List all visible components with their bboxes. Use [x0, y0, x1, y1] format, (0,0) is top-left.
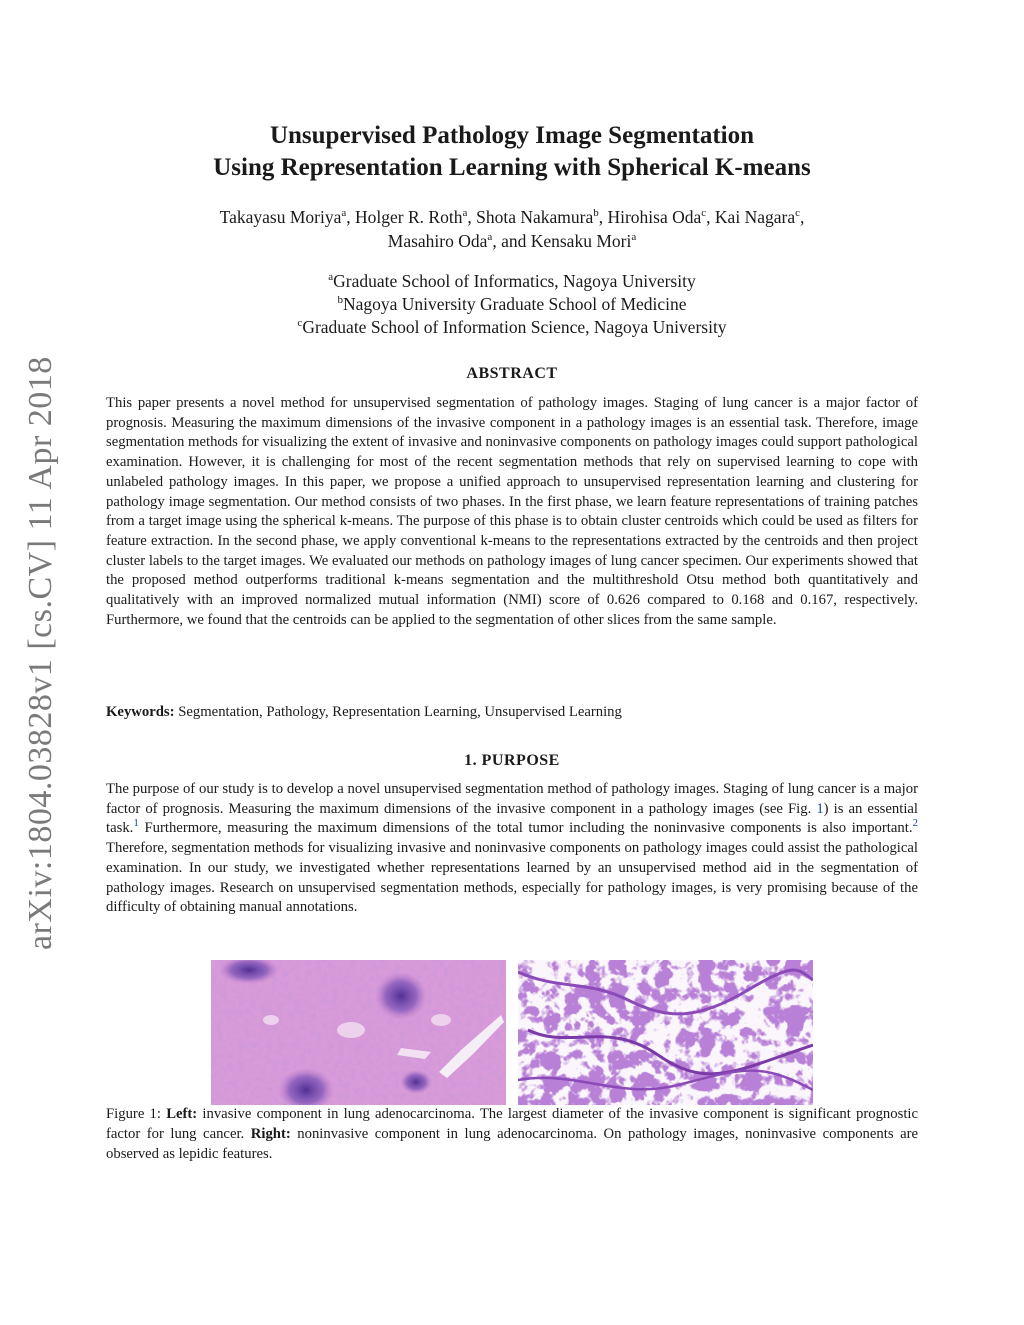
figure1-right-image	[518, 960, 813, 1105]
affiliation: $^b$Nagoya University Graduate School of Medicine	[337, 294, 687, 314]
affiliation: $^a$Graduate School of Informatics, Nagoya University	[328, 271, 696, 291]
author: Kensaku Mori$^a$	[530, 231, 637, 251]
section-heading-purpose: 1. PURPOSE	[464, 752, 560, 769]
figure-link[interactable]: 1	[816, 800, 824, 817]
author: Kai Nagara$^c$	[714, 207, 800, 227]
abstract-heading: ABSTRACT	[466, 365, 558, 382]
keywords-label: Keywords:	[106, 704, 175, 720]
citation-link[interactable]: 1	[133, 817, 139, 830]
author: Hirohisa Oda$^c$	[607, 207, 707, 227]
affiliations	[104, 270, 920, 339]
figure1-caption: Figure 1: Left: invasive component in lung adenocarcinoma. The largest diameter of the invasive component is significant prognostic factor for lung cancer. Right: noninvasive component in lung adenocarcinoma. On pathology images, noninvasive components are observed as lepidic features.	[106, 1106, 919, 1162]
keywords	[106, 704, 918, 721]
author: Holger R. Roth$^a$	[355, 207, 468, 227]
title-line-2: Using Representation Learning with Spherical K-means	[213, 154, 811, 181]
author: Masahiro Oda$^a$	[387, 231, 493, 251]
affiliation: $^c$Graduate School of Information Science, Nagoya University	[297, 317, 727, 337]
abstract-text: This paper presents a novel method for unsupervised segmentation of pathology images. Staging of lung cancer is a major factor of prognosis. Measuring the maximum dimensions of the invasive component in a pathology images is an essential task. Therefore, image segmentation methods for visualizing the extent of invasive and noninvasive components on pathology images could support pathological examination. However, it is challenging for most of the recent segmentation methods that rely on supervised learning to cope with unlabeled pathology images. In this paper, we propose a unified approach to unsupervised representation learning and clustering for pathology image segmentation. Our method consists of two phases. In the first phase, we learn feature representations of training patches from a target image using the spherical k-means. The purpose of this phase is to obtain cluster centroids which could be used as filters for feature extraction. In the second phase, we apply conventional k-means to the representations extracted by the centroids and then project cluster labels to the target images. We evaluated our methods on pathology images of lung cancer specimen. Our experiments showed that the proposed method outperforms traditional k-means segmentation and the multithreshold Otsu method both quantitatively and qualitatively with an improved normalized mutual information (NMI) score of 0.626 compared to 0.168 and 0.167, respectively. Furthermore, we found that the centroids can be applied to the segmentation of other slices from the same sample.	[106, 395, 918, 628]
figure1-left-image	[211, 960, 506, 1105]
author-list: Takayasu Moriya$^a$, Holger R. Roth$^a$, Shota Nakamura$^b$, Hirohisa Oda$^c$, Kai Nagara$^c$, Masahiro Oda$^a$, and Kensaku Mori$^a$	[219, 207, 805, 251]
keywords-text: Segmentation, Pathology, Representation Learning, Unsupervised Learning	[178, 704, 622, 720]
citation-link[interactable]: 2	[912, 817, 918, 830]
author: Takayasu Moriya$^a$	[219, 207, 347, 227]
author: Shota Nakamura$^b$	[476, 207, 599, 227]
purpose-paragraph: The purpose of our study is to develop a novel unsupervised segmentation method of pathology images. Staging of lung cancer is a major factor of prognosis. Measuring the maximum dimensions of the invasive component in a pathology images (see Fig. 1) is an essential task.$^1$ Furthermore, measuring the maximum dimensions of the total tumor including the noninvasive components is also important.$^2$ Therefore, segmentation methods for visualizing invasive and noninvasive components on pathology images could assist the pathological examination. In our study, we investigated whether representations learned by an unsupervised method aid in the segmentation of pathology images. Research on unsupervised segmentation methods, especially for pathology images, is very promising because of the difficulty of obtaining manual annotations.	[106, 781, 918, 916]
paper-title	[104, 120, 920, 184]
arxiv-stamp: arXiv:1804.03828v1 [cs.CV] 11 Apr 2018	[22, 356, 59, 950]
title-line-1: Unsupervised Pathology Image Segmentation	[269, 122, 755, 149]
